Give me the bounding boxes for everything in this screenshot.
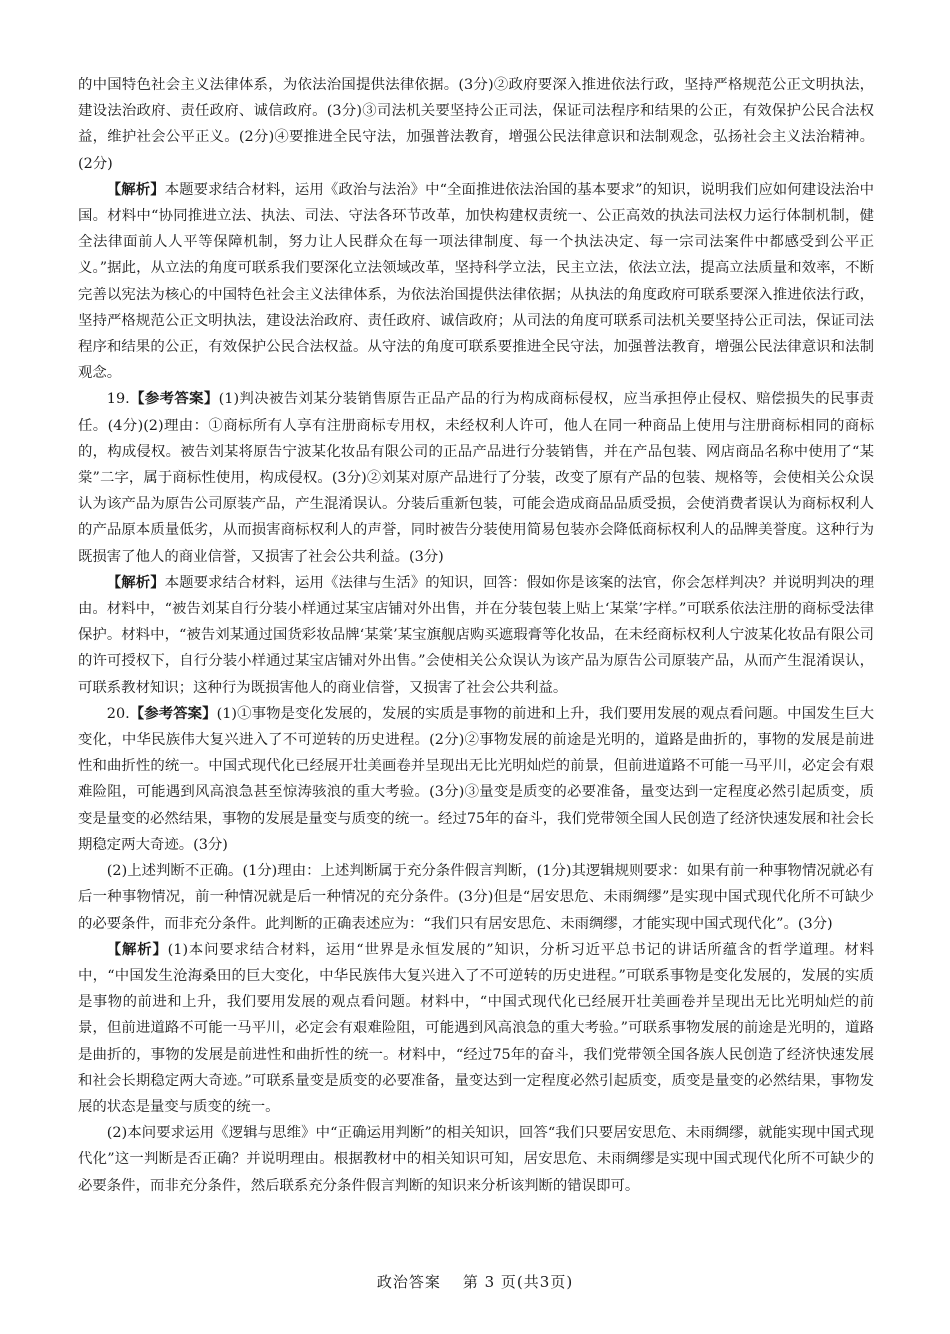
footer-page-number: 第 3 页(共3页) xyxy=(462,1273,574,1291)
reference-answer-tag: 【参考答案】 xyxy=(129,705,217,722)
paragraph-text: (2)上述判断不正确。(1分)理由：上述判断属于充分条件假言判断，(1分)其逻辑规则要求：如果有前一种事物情况就必有后一种事物情况，前一种情况就是后一种情况的充分条件。(3分)但是“居安思危、未雨绸缪”是实现中国式现代化所不可缺少的必要条件，而非充分条件。此判断的正确表述应为：“我们只有居安思危、未雨绸缪，才能实现中国式现代化”。(3分) xyxy=(78,863,874,932)
analysis-19 xyxy=(78,570,874,701)
paragraph-text: 本题要求结合材料，运用《法律与生活》的知识，回答：假如你是该案的法官，你会怎样判决？并说明判决的理由。材料中，“被告刘某自行分装小样通过某宝店铺对外出售，并在分装包装上贴上‘某棠’字样。”可联系依法注册的商标受法律保护。材料中，“被告刘某通过国货彩妆品牌‘某棠’某宝旗舰店购买遮瑕膏等化妆品，在未经商标权利人宁波某化妆品有限公司的许可授权下，自行分装小样通过某宝店铺对外出售。”会使相关公众误认为该产品为原告公司原装产品，从而产生混淆误认，可联系教材知识；这种行为既损害他人的商业信誉，又损害了社会公共利益。 xyxy=(78,574,874,696)
page-footer xyxy=(0,1271,950,1292)
analysis-18 xyxy=(78,177,874,387)
analysis-20-part1 xyxy=(78,937,874,1120)
paragraph-text: 的中国特色社会主义法律体系，为依法治国提供法律依据。(3分)②政府要深入推进依法行政，坚持严格规范公正文明执法，建设法治政府、责任政府、诚信政府。(3分)③司法机关要坚持公正司法，保证司法程序和结果的公正，有效保护公民合法权益，维护社会公平正义。(2分)④要推进全民守法，加强普法教育，增强公民法律意识和法制观念，弘扬社会主义法治精神。(2分) xyxy=(78,77,874,172)
paragraph-text: (1)本问要求结合材料，运用“世界是永恒发展的”知识，分析习近平总书记的讲话所蕴含的哲学道理。材料中，“中国发生沧海桑田的巨大变化，中华民族伟大复兴进入了不可逆转的历史进程。”可联系事物是变化发展的，发展的实质是事物的前进和上升，我们要用发展的观点看问题。材料中，“中国式现代化已经展开壮美画卷并呈现出无比光明灿烂的前景，但前进道路不可能一马平川，必定会有艰难险阻，可能遇到风高浪急的重大考验。”可联系事物发展的前途是光明的，道路是曲折的，事物的发展是前进性和曲折性的统一。材料中，“经过75年的奋斗，我们党带领全国各族人民创造了经济快速发展和社会长期稳定两大奇迹。”可联系量变是质变的必要准备，量变达到一定程度必然引起质变，质变是量变的必然结果，事物发展的状态是量变与质变的统一。 xyxy=(78,941,874,1115)
paragraph-text: (1)①事物是变化发展的，发展的实质是事物的前进和上升，我们要用发展的观点看问题。中国发生巨大变化，中华民族伟大复兴进入了不可逆转的历史进程。(2分)②事物发展的前途是光明的，道路是曲折的，事物的发展是前进性和曲折性的统一。中国式现代化已经展开壮美画卷并呈现出无比光明灿烂的前景，但前进道路不可能一马平川，必定会有艰难险阻，可能遇到风高浪急甚至惊涛骇浪的重大考验。(3分)③量变是质变的必要准备，量变达到一定程度必然引起质变，质变是量变的必然结果，事物的发展是量变与质变的统一。经过75年的奋斗，我们党带领全国人民创造了经济快速发展和社会长期稳定两大奇迹。(3分) xyxy=(78,705,874,853)
answer-20-part1 xyxy=(78,701,874,858)
question-number: 20. xyxy=(106,705,130,722)
answer-19 xyxy=(78,386,874,569)
answer-18-continued xyxy=(78,72,874,177)
paragraph-text: (2)本问要求运用《逻辑与思维》中“正确运用判断”的相关知识，回答“我们只要居安思危、未雨绸缪，就能实现中国式现代化”这一判断是否正确？并说明理由。根据教材中的相关知识可知，居安思危、未雨绸缪是实现中国式现代化所不可缺少的必要条件，而非充分条件，然后联系充分条件假言判断的知识来分析该判断的错误即可。 xyxy=(78,1125,874,1194)
analysis-20-part2 xyxy=(78,1120,874,1199)
analysis-tag: 【解析】 xyxy=(106,941,168,958)
footer-subject: 政治答案 xyxy=(376,1273,441,1291)
paragraph-text: 本题要求结合材料，运用《政治与法治》中“全面推进依法治国的基本要求”的知识，说明我们应如何建设法治中国。材料中“协同推进立法、执法、司法、守法各环节改革，加快构建权责统一、公正高效的执法司法权力运行体制机制，健全法律面前人人平等保障机制，努力让人民群众在每一项法律制度、每一个执法决定、每一宗司法案件中都感受到公平正义。”据此，从立法的角度可联系我们要深化立法领域改革，坚持科学立法，民主立法，依法立法，提高立法质量和效率，不断完善以宪法为核心的中国特色社会主义法律体系，为依法治国提供法律依据；从执法的角度政府可联系要深入推进依法行政，坚持严格规范公正文明执法，建设法治政府、责任政府、诚信政府；从司法的角度可联系司法机关要坚持公正司法，保证司法程序和结果的公正，有效保护公民合法权益。从守法的角度可联系要推进全民守法，加强普法教育，增强公民法律意识和法制观念。 xyxy=(78,181,874,382)
answer-20-part2 xyxy=(78,858,874,937)
paragraph-text: (1)判决被告刘某分装销售原告正品产品的行为构成商标侵权，应当承担停止侵权、赔偿损失的民事责任。(4分)(2)理由：①商标所有人享有注册商标专用权，未经权利人许可，他人在同一种商品上使用与注册商标相同的商标的，构成侵权。被告刘某将原告宁波某化妆品有限公司的正品产品进行分装销售，并在产品包装、网店商品名称中使用了“某棠”二字，属于商标性使用，构成侵权。(3分)②刘某对原产品进行了分装，改变了原有产品的包装、规格等，会使相关公众误认为该产品为原告公司原装产品，产生混淆误认。分装后重新包装，可能会造成商品品质受损，会使消费者误认为商标权利人的产品原本质量低劣，从而损害商标权利人的声誉，同时被告分装使用简易包装亦会降低商标权利人的品牌美誉度。这种行为既损害了他人的商业信誉，又损害了社会公共利益。(3分) xyxy=(78,391,874,565)
analysis-tag: 【解析】 xyxy=(106,574,165,591)
reference-answer-tag: 【参考答案】 xyxy=(129,391,219,408)
analysis-tag: 【解析】 xyxy=(106,181,165,198)
document-body xyxy=(78,72,874,1199)
question-number: 19. xyxy=(106,391,130,408)
